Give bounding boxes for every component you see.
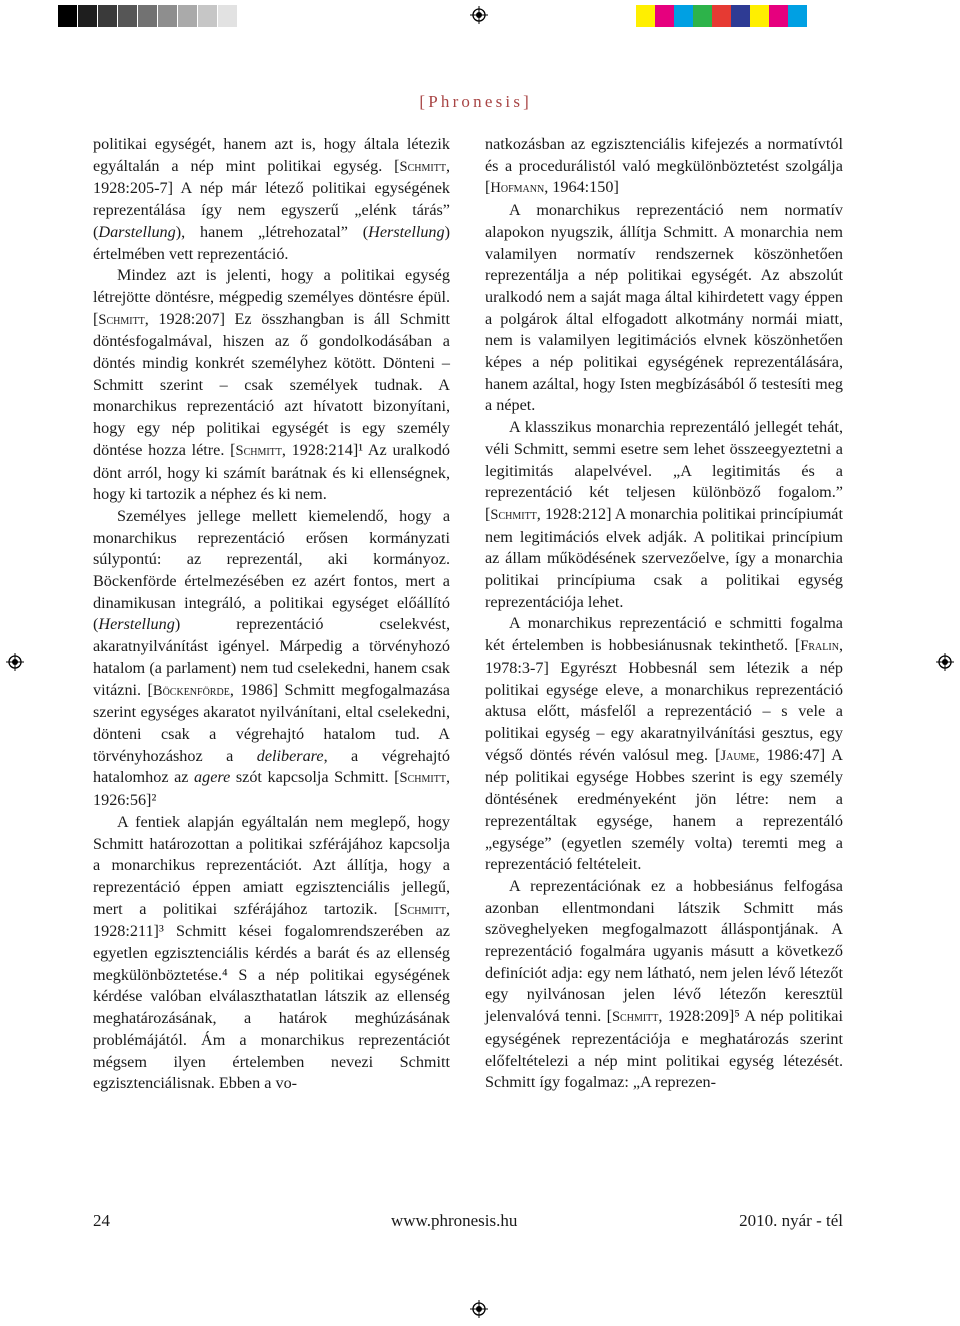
grayscale-calibration-bar [58,5,258,27]
registration-mark-icon [936,653,954,671]
paragraph: natkozásban az egzisztenciális kifejezés a normatívtól és a procedurálistól való megkülönböztetést szolgálja [Hofmann, 1964:150] [485,135,843,197]
calibration-swatch [636,5,655,27]
paragraph: Személyes jellege mellett kiemelendő, hogy a monarchikus reprezentáció erősen kormányzati súlypontú: az reprezentál, aki kormányoz. Böckenförde értelmezésében ez azért fontos, mert a dinamikusan integráló, a politikai egységet előállító (Herstellung) reprezentáció cselekvést, akaratnyilvánítást igényel. Márpedig a törvényhozó hatalom (a parlament) nem tud cselekedni, hanem csak vitázni. [Böckenförde, 1986] Schmitt megfogalmazása szerint egységes akaratot nyilvánítani, eltal cselekedni, dönteni csak a végrehajtó hatalom tud. A törvényhozáshoz a deliberare, a végrehajtó hatalomhoz az agere szót kapcsolja Schmitt. [Schmitt, 1926:56]² [93,506,450,810]
registration-mark-icon [470,6,488,24]
journal-brand: [Phronesis] [419,92,532,111]
paragraph: A klasszikus monarchia reprezentáló jellegét tehát, véli Schmitt, semmi esetre sem lehet összeegyeztetni a legitimitás alapelvével. „A legitimitás és a reprezentáció két teljesen különböző fogalom.” [Schmitt, 1928:212] A monarchia politikai princípiumát nem legitimációs elvek adják. A politikai princípium az állam működésének szervezőelve, így a monarchia politikai princípiuma csak a politikai egység reprezentációja lehet. [485,418,843,611]
paragraph: A monarchikus reprezentáció nem normatív alapokon nyugszik, állítja Schmitt. A monarchia nem valamilyen normatív rendszernek köszönhetően reprezentálja a nép politikai egységét. Az abszolút uralkodó nem a saját maga által kihirdetett vagy éppen a polgárok által elfogadott alkotmány normái miatt, nem is valamilyen legitimációs elvnek köszönhetően képes a nép politikai egységének reprezentálására, hanem azáltal, hogy Isten megbízásából ő testesíti meg a népet. [485,201,843,415]
calibration-swatch [118,5,138,27]
calibration-swatch [198,5,218,27]
calibration-swatch [178,5,198,27]
calibration-swatch [138,5,158,27]
page-number: 24 [93,1211,110,1230]
paragraph: politikai egységét, hanem azt is, hogy általa létezik egyáltalán a nép mint politikai egység. [Schmitt, 1928:205-7] A nép már létező politikai egységének reprezentálása így nem egyszerű „elénk tárás” (Darstellung), hanem „létrehozatal” (Herstellung) értelmében vett reprezentáció. [93,135,450,263]
calibration-swatch [750,5,769,27]
calibration-swatch [674,5,693,27]
paragraph: A monarchikus reprezentáció e schmitti fogalma két értelemben is hobbesiánusnak tekinthető. [Fralin, 1978:3-7] Egyrészt Hobbesnál sem létezik a nép politikai egysége eleve, a monarchikus reprezentáció aktusa előtt, másfelől a reprezentáció – s vele a politikai egység – egy akaratnyilvánítási gesztus, egy végső döntés révén valósul meg. [Jaume, 1986:47] A nép politikai egysége Hobbes szerint is egy személy döntésének eredményeként jön létre: nem a reprezentáltak egysége, hanem a reprezentáló „egysége” (egyetlen személy volta) teremti meg a reprezentáció feltételeit. [485,614,844,874]
calibration-swatch [769,5,788,27]
right-text-column [485,134,843,1094]
calibration-swatch [238,5,258,27]
paragraph: Mindez azt is jelenti, hogy a politikai egység létrejötte döntésre, mégpedig személyes döntésre épül. [Schmitt, 1928:207] Ez összhangban is áll Schmitt döntésfogalmával, hiszen az ő gondolkodásában a döntés mindig konkrét személyhez kötött. Dönteni – Schmitt szerint – csak személyek tudnak. A monarchikus reprezentáció azt hívatott bizonyítani, hogy egy nép politikai egységét is egy személy döntése hozza létre. [Schmitt, 1928:214]¹ Az uralkodó dönt arról, hogy ki számít barátnak és ki ellenségnek, hogy ki tartozik a néphez és ki nem. [93,266,450,504]
registration-mark-icon [470,1300,488,1318]
calibration-swatch [218,5,238,27]
calibration-swatch [693,5,712,27]
footer-url[interactable]: www.phronesis.hu [391,1211,518,1230]
left-text-column [93,134,450,1095]
calibration-swatch [98,5,118,27]
calibration-swatch [731,5,750,27]
calibration-swatch [58,5,78,27]
calibration-swatch [158,5,178,27]
calibration-swatch [807,5,826,27]
calibration-swatch [788,5,807,27]
issue-label: 2010. nyár - tél [739,1211,843,1230]
registration-mark-icon [6,653,24,671]
paragraph: A reprezentációnak ez a hobbesiánus felfogása azonban ellentmondani látszik Schmitt más szöveghelyeken megfogalmazott álláspontjának. A reprezentáció fogalmára ugyanis másutt a következő definíciót adja: egy nem látható, nem jelen lévő létezőt egy nyilvánosan jelen lévő létezőn keresztül jelenvalóvá tenni. [Schmitt, 1928:209]⁵ A nép politikai egységének reprezentációja e meghatározás szerint előfeltételezi a nép mint politikai egység létezését. Schmitt így fogalmaz: „A reprezen- [485,876,843,1092]
calibration-swatch [78,5,98,27]
calibration-swatch [655,5,674,27]
calibration-swatch [712,5,731,27]
paragraph: A fentiek alapján egyáltalán nem meglepő, hogy Schmitt határozottan a politikai szférájához kapcsolja a monarchikus reprezentációt. Azt állítja, hogy a reprezentáció éppen amiatt egzisztenciális jellegű, mert a politikai szférájához tartozik. [Schmitt, 1928:211]³ Schmitt kései fogalomrendszerében az egyetlen egzisztenciális kérdés a barát és az ellenség megkülönböztetése.⁴ S a nép politikai egységének kérdése valóban elválaszthatatlan látszik az ellenség meghatározásának, a határok meghúzásának problémájától. Ám a monarchikus reprezentációt mégsem ilyen értelemben nevezi Schmitt egzisztenciálisnak. Ebben a vo- [93,812,450,1093]
color-calibration-bar [636,5,826,27]
